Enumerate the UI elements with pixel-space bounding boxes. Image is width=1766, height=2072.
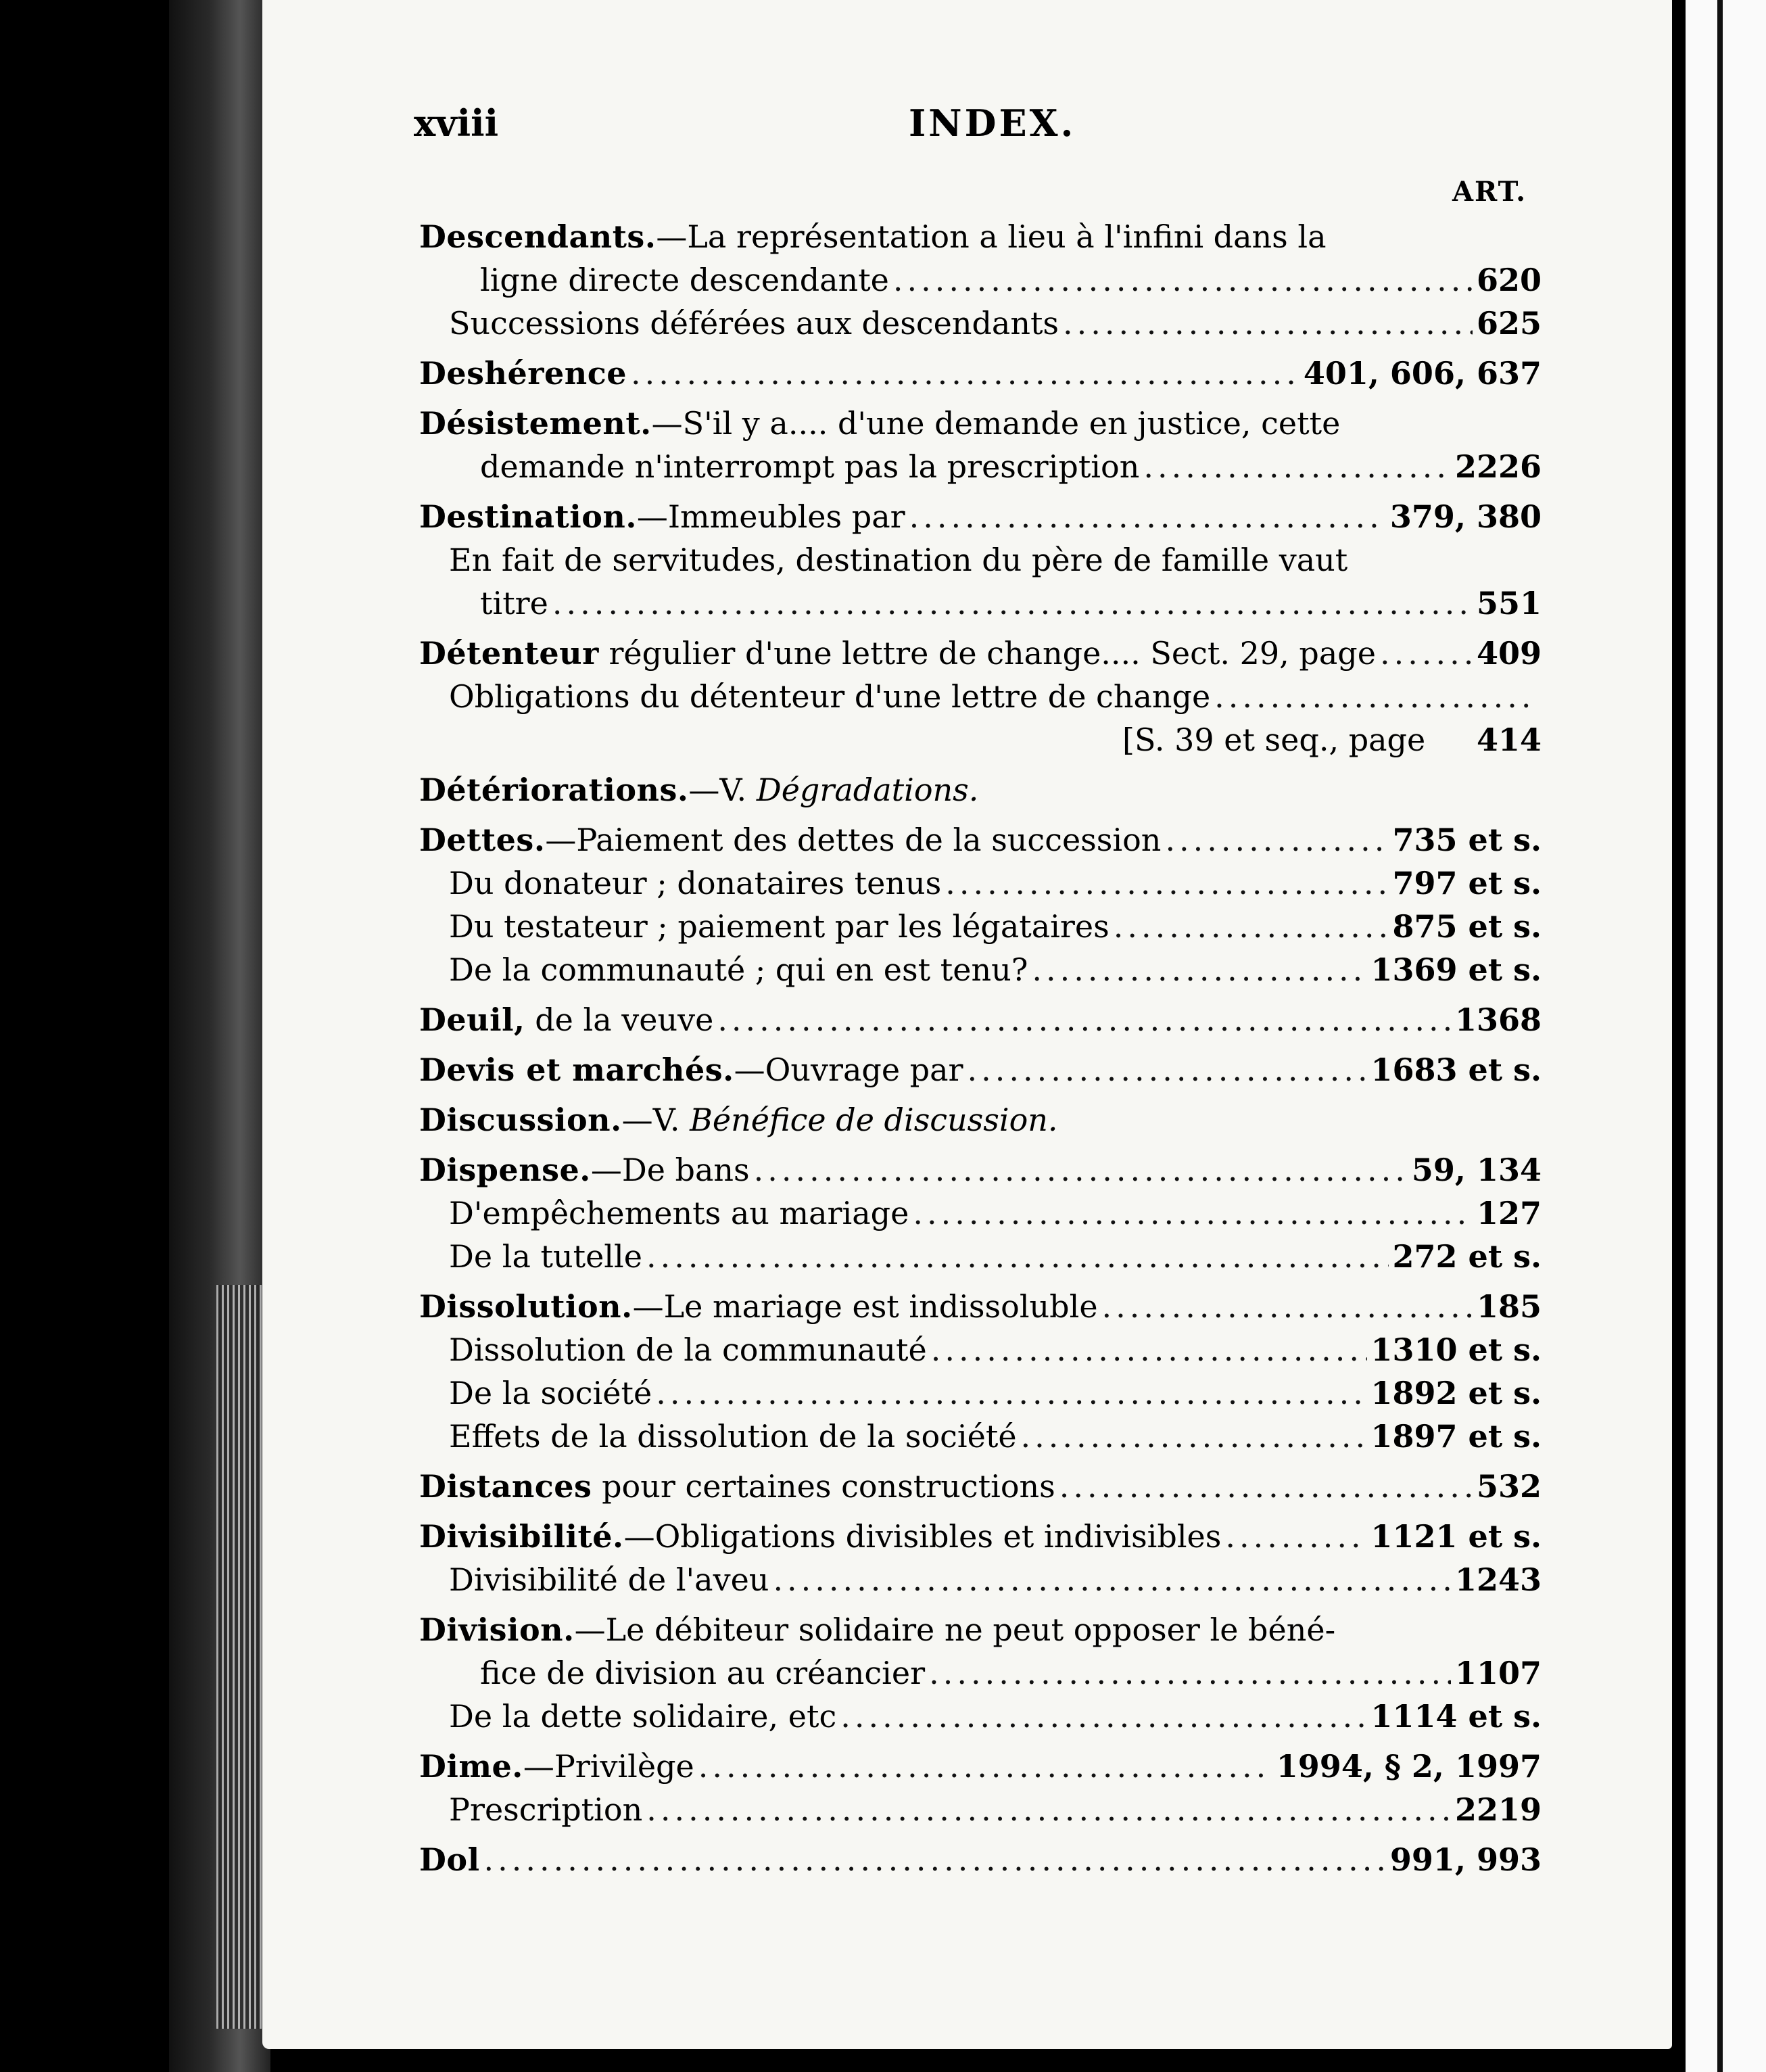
dot-leader [656, 1371, 1366, 1415]
entry-text: —Le mariage est indissoluble [632, 1288, 1098, 1325]
adjacent-page [1686, 0, 1766, 2072]
dot-leader [754, 1148, 1408, 1192]
entry-text: —Obligations divisibles et indivisibles [623, 1518, 1222, 1555]
index-entry-devis [419, 1048, 1542, 1091]
dot-leader [631, 352, 1299, 395]
dot-leader [1225, 1515, 1366, 1558]
index-entry-deteriorations [419, 768, 1542, 811]
dot-leader [929, 1651, 1451, 1695]
index-entries [419, 215, 1542, 1888]
entry-subline: De la société [449, 1375, 652, 1411]
entry-term: Dispense. [419, 1152, 591, 1188]
index-entry-dettes [419, 818, 1542, 991]
dot-leader [1143, 445, 1451, 488]
dot-leader [698, 1745, 1272, 1788]
dot-leader [552, 582, 1473, 625]
dot-leader [1214, 675, 1537, 718]
article-ref: 1683 et s. [1370, 1052, 1542, 1088]
entry-subline: Divisibilité de l'aveu [449, 1561, 769, 1598]
index-entry-discussion [419, 1098, 1542, 1141]
entry-text: —S'il y a.... d'une demande en justice, cette [651, 405, 1341, 442]
index-entry-deuil [419, 998, 1542, 1041]
article-ref: 532 [1476, 1468, 1542, 1505]
dot-leader [893, 258, 1473, 302]
article-ref: 991, 993 [1389, 1841, 1542, 1878]
entry-text: —La représentation a lieu à l'infini dans la [656, 218, 1327, 255]
article-ref: 414 [1476, 722, 1542, 758]
dot-leader [1165, 818, 1388, 862]
dot-leader [909, 495, 1386, 538]
article-column-label: ART. [1452, 176, 1527, 208]
article-ref: 1107 [1454, 1655, 1542, 1691]
entry-text: pour certaines constructions [602, 1468, 1055, 1505]
article-ref: 1892 et s. [1370, 1375, 1542, 1411]
dot-leader [1102, 1285, 1473, 1328]
article-ref: 625 [1476, 305, 1542, 342]
article-ref: 401, 606, 637 [1303, 355, 1542, 392]
dot-leader [1063, 302, 1473, 345]
index-entry-desherence [419, 352, 1542, 395]
page-gutter [1672, 0, 1686, 2072]
entry-subline: De la communauté ; qui en est tenu? [449, 951, 1028, 988]
entry-term: Discussion. [419, 1102, 622, 1138]
entry-term: Deshérence [419, 355, 627, 392]
entry-term: Deuil, [419, 1002, 525, 1038]
page-title: INDEX. [909, 101, 1076, 145]
entry-term: Devis et marchés. [419, 1052, 734, 1088]
index-entry-dol [419, 1838, 1542, 1881]
article-ref: 1310 et s. [1370, 1332, 1542, 1368]
article-ref: 1897 et s. [1370, 1418, 1542, 1455]
dot-leader [1380, 632, 1473, 675]
article-ref: 1121 et s. [1370, 1518, 1542, 1555]
entry-text: de la veuve [535, 1002, 714, 1038]
entry-subline: Effets de la dissolution de la société [449, 1418, 1017, 1455]
entry-term: Destination. [419, 498, 637, 535]
dot-leader [1059, 1465, 1473, 1508]
entry-subline: titre [480, 585, 548, 621]
dot-leader [1032, 948, 1366, 991]
index-entry-dissolution [419, 1285, 1542, 1458]
entry-text: —Ouvrage par [734, 1052, 963, 1088]
dot-leader [646, 1235, 1389, 1278]
index-entry-descendants [419, 215, 1542, 345]
cross-reference: Dégradations. [756, 772, 979, 808]
article-ref: 127 [1476, 1195, 1542, 1231]
entry-term: Distances [419, 1468, 592, 1505]
index-entry-dime [419, 1745, 1542, 1831]
entry-term: Dettes. [419, 822, 546, 858]
index-entry-destination [419, 495, 1542, 625]
entry-term: Dol [419, 1841, 480, 1878]
article-ref: 379, 380 [1389, 498, 1542, 535]
index-entry-division [419, 1608, 1542, 1738]
entry-text: —Immeubles par [636, 498, 905, 535]
article-ref: 59, 134 [1411, 1152, 1542, 1188]
entry-subline: Successions déférées aux descendants [449, 305, 1059, 342]
adjacent-page-rule [1717, 0, 1723, 2072]
dot-leader [968, 1048, 1367, 1091]
dot-leader [717, 998, 1451, 1041]
entry-subline: De la tutelle [449, 1238, 642, 1275]
entry-subline: D'empêchements au mariage [449, 1195, 909, 1231]
entry-subline: Du testateur ; paiement par les légataires [449, 908, 1109, 945]
entry-subline: ligne directe descendante [480, 262, 889, 298]
entry-subline: En fait de servitudes, destination du père de famille vaut [449, 542, 1348, 578]
article-ref: 409 [1476, 635, 1542, 672]
article-ref: 272 et s. [1392, 1238, 1542, 1275]
entry-text: —Privilège [523, 1748, 694, 1785]
entry-subline: Obligations du détenteur d'une lettre de change [449, 678, 1211, 715]
entry-text: —V. [688, 772, 747, 808]
running-header [414, 101, 1590, 162]
article-ref: 1243 [1454, 1561, 1542, 1598]
entry-text: régulier d'une lettre de change.... Sect. 29, page [608, 635, 1376, 672]
article-ref: 2219 [1454, 1791, 1542, 1828]
entry-text: —Paiement des dettes de la succession [545, 822, 1162, 858]
entry-term: Désistement. [419, 405, 652, 442]
dot-leader [840, 1695, 1366, 1738]
dot-leader [931, 1328, 1367, 1371]
index-entry-divisibilite [419, 1515, 1542, 1601]
article-ref: 620 [1476, 262, 1542, 298]
index-entry-detenteur [419, 632, 1542, 761]
article-ref: 551 [1476, 585, 1542, 621]
dot-leader [773, 1558, 1451, 1601]
entry-term: Divisibilité. [419, 1518, 624, 1555]
dot-leader [1021, 1415, 1367, 1458]
entry-subline: fice de division au créancier [480, 1655, 926, 1691]
cross-reference: Bénéfice de discussion. [690, 1102, 1058, 1138]
article-ref: 1114 et s. [1370, 1698, 1542, 1735]
entry-term: Détenteur [419, 635, 599, 672]
entry-text: —Le débiteur solidaire ne peut opposer le béné- [574, 1611, 1336, 1648]
article-ref: 2226 [1454, 448, 1542, 485]
entry-subline: De la dette solidaire, etc [449, 1698, 837, 1735]
article-ref: 1369 et s. [1370, 951, 1542, 988]
index-entry-dispense [419, 1148, 1542, 1278]
entry-text: —V. [621, 1102, 680, 1138]
article-ref: 1994, § 2, 1997 [1276, 1748, 1542, 1785]
entry-subline: [S. 39 et seq., page [1122, 722, 1426, 758]
dot-leader [945, 862, 1388, 905]
entry-term: Division. [419, 1611, 575, 1648]
article-ref: 1368 [1454, 1002, 1542, 1038]
index-entry-desistement [419, 402, 1542, 488]
article-ref: 735 et s. [1392, 822, 1542, 858]
page-folio: xviii [414, 101, 499, 145]
entry-text: —De bans [590, 1152, 750, 1188]
entry-term: Dissolution. [419, 1288, 633, 1325]
entry-term: Détériorations. [419, 772, 689, 808]
dot-leader [913, 1192, 1473, 1235]
entry-subline: Du donateur ; donataires tenus [449, 865, 942, 901]
article-ref: 797 et s. [1392, 865, 1542, 901]
article-ref: 185 [1476, 1288, 1542, 1325]
dot-leader [484, 1838, 1386, 1881]
entry-subline: Prescription [449, 1791, 643, 1828]
entry-term: Descendants. [419, 218, 657, 255]
dot-leader [1114, 905, 1389, 948]
article-ref: 875 et s. [1392, 908, 1542, 945]
dot-leader [646, 1788, 1451, 1831]
entry-subline: Dissolution de la communauté [449, 1332, 927, 1368]
index-entry-distances [419, 1465, 1542, 1508]
entry-subline: demande n'interrompt pas la prescription [480, 448, 1140, 485]
entry-term: Dime. [419, 1748, 523, 1785]
